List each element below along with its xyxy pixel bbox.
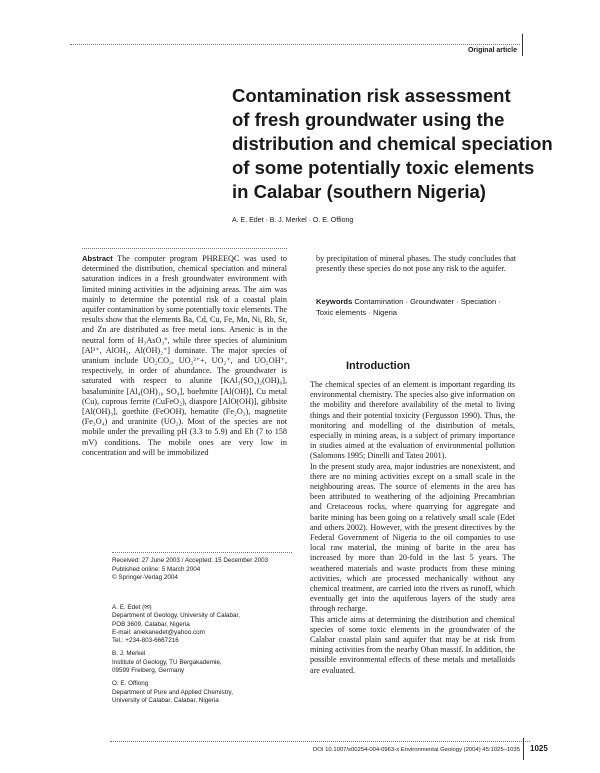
intro-paragraph: In the present study area, major industries are nonexistent, and there are no mining activities except on a small scale in the neighbouring areas. The source of elements in the area has been attributed to weathering of the adjoining Precambrian and Cretaceous rocks, where quarrying for aggregate and barite mining has been going on a relatively small scale (Edet and others 2002). However, with the present directives by the Federal Government of Nigeria to the oil companies to use local raw material, the mining of barite in the area has increased by more than 20-fold in the last 5 years. The weathered materials and waste products from these mining activities, which are processed mechanically without any chemical treatment, are carried into the rivers as runoff, which eventually get into the aquiferous layers of the study area through recharge.	[310, 461, 515, 614]
affiliation	[112, 680, 302, 705]
introduction-heading: Introduction	[346, 360, 411, 372]
header-rule	[70, 44, 520, 45]
affiliation-line: University of Calabar, Calabar, Nigeria	[112, 696, 219, 704]
keywords-label: Keywords	[316, 297, 353, 306]
published-date: Published online: 5 March 2004	[112, 565, 201, 573]
article-title	[232, 84, 553, 204]
affiliation-line: E-mail: aniekanedet@yahoo.com	[112, 628, 205, 636]
received-date: Received: 27 June 2003 / Accepted: 15 December 2003	[112, 557, 269, 564]
affiliation-line: 09599 Freiberg, Germany	[112, 667, 185, 675]
affiliation-author: O. E. Offiong	[112, 680, 149, 688]
title-line: in Calabar (southern Nigeria)	[232, 181, 486, 202]
abstract-label: Abstract	[82, 254, 113, 263]
footer-vertical-rule	[523, 738, 524, 760]
affiliation-line: Institute of Geology, TU Bergakademie,	[112, 658, 222, 666]
author-list: A. E. Edet · B. J. Merkel · O. E. Offiong	[232, 217, 354, 224]
affiliation-line: Department of Pure and Applied Chemistry,	[112, 688, 233, 696]
publication-dates	[112, 557, 302, 583]
intro-paragraph: The chemical species of an element is important regarding its environmental chemistry. The species also give information on the mobility and therefore availability of the metal to living things and their potential toxicity (Fergusson 1990). Thus, the monitoring and modelling of the distribution of metals, especially in mining areas, is a subject of primary importance in studies aimed at the evaluation of environmental pollution (Salomons 1995; Dinelli and Tateo 2001).	[310, 380, 515, 461]
copyright: © Springer-Verlag 2004	[112, 574, 178, 582]
affiliation-author: A. E. Edet (✉)	[112, 604, 152, 611]
footer-rule	[110, 741, 530, 742]
affiliation	[112, 650, 302, 675]
affiliation-author: B. J. Merkel	[112, 650, 146, 658]
keywords-text: Contamination · Groundwater · Speciation · Toxic elements · Nigeria	[316, 297, 501, 317]
introduction-body	[310, 380, 515, 676]
affiliation-line: POB 3609, Calabar, Nigeria	[112, 620, 190, 628]
abstract	[82, 254, 287, 458]
keywords	[316, 297, 516, 318]
page-number: 1025	[530, 744, 548, 753]
title-line: Contamination risk assessment	[232, 85, 511, 106]
header-vertical-rule	[522, 34, 523, 56]
footer-citation: DOI 10.1007/s00254-004-0963-x Environmental Geology (2004) 45:1025–1035	[313, 747, 520, 753]
title-line: of fresh groundwater using the	[232, 109, 505, 130]
dates-rule	[112, 552, 292, 553]
author-affiliations	[112, 604, 302, 710]
abstract-continuation: by precipitation of mineral phases. The study concludes that presently these species do not pose any risk to the aquifer.	[316, 254, 516, 274]
title-line: distribution and chemical speciation	[232, 133, 553, 154]
abstract-text: The computer program PHREEQC was used to determined the distribution, chemical speciation and mineral saturation indices in a fresh groundwater environment with limited mining activities in the adjoining areas. The aim was mainly to determine the potential risk of a coastal plain aquifer contamination by some potentially toxic elements. The results show that the elements Ba, Cd, Cu, Fe, Mn, Ni, Rb, Sr, and Zn are distributed as free metal ions. Arsenic is in the neutral form of H₃AsO₃°, while three species of aluminium [Al³⁺, AlOH₂, Al(OH)₂⁺] dominate. The major species of uranium include UO₂CO₃, UO₂²⁺+, UO₂⁺, and UO₂OH⁺, respectively, in order of abundance. The groundwater is saturated with respect to alunite [KAl₃(SO₄)₂(OH)₆], basaluminite [Al₄(OH)₁₀ SO₄], boehmite [Al(OH)], Cu metal (Cu), cuprous ferrite (CuFeO₂), diaspore [AlO(OH)], gibbsite [Al(OH)₃], goethite (FeOOH), hematite (Fe₂O₃), magnetite (Fe₃O₄) and uraninite (UO₂). Most of the species are not mobile under the prevailing pH (3.3 to 5.9) and Eh (7 to 158 mV) conditions. The mobile ones are very low in concentration and will be immobilized	[82, 254, 287, 457]
article-type-label: Original article	[467, 47, 517, 54]
affiliation-line: Tel.: +234-803-6667216	[112, 637, 179, 645]
intro-paragraph: This article aims at determining the distribution and chemical species of some toxic elements in the groundwater of the Calabar coastal plain sand aquifer that may be at risk from mining activities from the nearby Oban massif. In addition, the possible environmental effects of these metals and metalloids are evaluated.	[310, 614, 515, 675]
affiliation	[112, 604, 302, 645]
abstract-rule	[82, 248, 287, 249]
affiliation-line: Department of Geology, University of Calabar,	[112, 612, 240, 620]
title-line: of some potentially toxic elements	[232, 157, 535, 178]
